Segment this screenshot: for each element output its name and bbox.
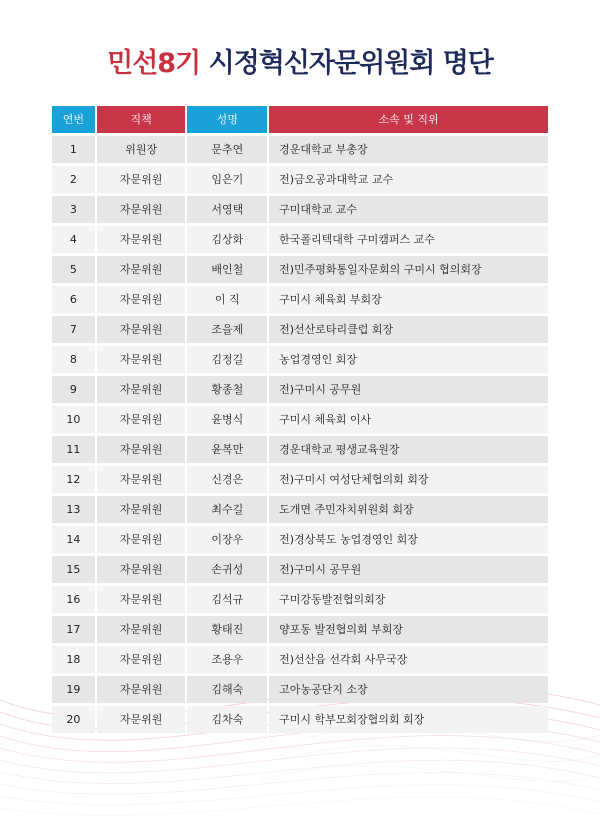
cell-name: 문추연 bbox=[187, 136, 267, 163]
cell-name: 배인철 bbox=[187, 256, 267, 283]
cell-position: 자문위원 bbox=[97, 496, 186, 523]
table-row bbox=[52, 136, 548, 163]
cell-position: 위원장 bbox=[97, 136, 186, 163]
cell-number: 6 bbox=[52, 286, 95, 313]
cell-number: 13 bbox=[52, 496, 95, 523]
cell-position: 자문위원 bbox=[97, 436, 186, 463]
cell-number: 12 bbox=[52, 466, 95, 493]
cell-number: 3 bbox=[52, 196, 95, 223]
table-row bbox=[52, 526, 548, 553]
page-title-accent: 민선8기 bbox=[107, 48, 201, 79]
cell-number: 9 bbox=[52, 376, 95, 403]
cell-position: 자문위원 bbox=[97, 676, 186, 703]
cell-affiliation: 구미시 학부모회장협의회 회장 bbox=[269, 706, 548, 733]
cell-number: 14 bbox=[52, 526, 95, 553]
cell-number: 7 bbox=[52, 316, 95, 343]
cell-affiliation: 전)경상북도 농업경영인 회장 bbox=[269, 526, 548, 553]
table-row bbox=[52, 316, 548, 343]
cell-name: 이장우 bbox=[187, 526, 267, 553]
cell-affiliation: 전)구미시 공무원 bbox=[269, 376, 548, 403]
cell-number: 15 bbox=[52, 556, 95, 583]
cell-affiliation: 구미강동발전협의회장 bbox=[269, 586, 548, 613]
table-row bbox=[52, 436, 548, 463]
cell-affiliation: 경운대학교 평생교육원장 bbox=[269, 436, 548, 463]
cell-affiliation: 양포동 발전협의회 부회장 bbox=[269, 616, 548, 643]
cell-position: 자문위원 bbox=[97, 616, 186, 643]
cell-number: 1 bbox=[52, 136, 95, 163]
table-row bbox=[52, 406, 548, 433]
cell-affiliation: 구미시 체육회 부회장 bbox=[269, 286, 548, 313]
table-header-row bbox=[52, 106, 548, 133]
cell-affiliation: 구미시 체육회 이사 bbox=[269, 406, 548, 433]
cell-affiliation: 전)민주평화통일자문회의 구미시 협의회장 bbox=[269, 256, 548, 283]
header-number: 연번 bbox=[52, 106, 95, 133]
table-row bbox=[52, 616, 548, 643]
cell-position: 자문위원 bbox=[97, 466, 186, 493]
table-row bbox=[52, 376, 548, 403]
table-row bbox=[52, 706, 548, 733]
table-row bbox=[52, 646, 548, 673]
cell-name: 김상화 bbox=[187, 226, 267, 253]
cell-position: 자문위원 bbox=[97, 196, 186, 223]
table-row bbox=[52, 226, 548, 253]
cell-name: 조을제 bbox=[187, 316, 267, 343]
cell-name: 김해숙 bbox=[187, 676, 267, 703]
page-title-main: 시정혁신자문위원회 명단 bbox=[200, 48, 493, 79]
cell-affiliation: 도개면 주민자치위원회 회장 bbox=[269, 496, 548, 523]
cell-number: 19 bbox=[52, 676, 95, 703]
table-row bbox=[52, 166, 548, 193]
header-position: 직책 bbox=[97, 106, 186, 133]
table-row bbox=[52, 586, 548, 613]
cell-number: 8 bbox=[52, 346, 95, 373]
cell-number: 10 bbox=[52, 406, 95, 433]
table-row bbox=[52, 496, 548, 523]
cell-name: 윤복만 bbox=[187, 436, 267, 463]
table-row bbox=[52, 256, 548, 283]
cell-name: 조용우 bbox=[187, 646, 267, 673]
cell-name: 손귀성 bbox=[187, 556, 267, 583]
cell-position: 자문위원 bbox=[97, 556, 186, 583]
cell-affiliation: 경운대학교 부총장 bbox=[269, 136, 548, 163]
committee-roster-table bbox=[52, 106, 548, 736]
table-row bbox=[52, 676, 548, 703]
cell-number: 17 bbox=[52, 616, 95, 643]
cell-name: 임은기 bbox=[187, 166, 267, 193]
cell-position: 자문위원 bbox=[97, 286, 186, 313]
cell-name: 황태진 bbox=[187, 616, 267, 643]
cell-affiliation: 농업경영인 회장 bbox=[269, 346, 548, 373]
cell-position: 자문위원 bbox=[97, 586, 186, 613]
cell-position: 자문위원 bbox=[97, 316, 186, 343]
cell-affiliation: 구미대학교 교수 bbox=[269, 196, 548, 223]
cell-position: 자문위원 bbox=[97, 226, 186, 253]
cell-position: 자문위원 bbox=[97, 646, 186, 673]
cell-affiliation: 고아농공단지 소장 bbox=[269, 676, 548, 703]
cell-affiliation: 전)구미시 여성단체협의회 회장 bbox=[269, 466, 548, 493]
cell-affiliation: 전)금오공과대학교 교수 bbox=[269, 166, 548, 193]
cell-name: 황종철 bbox=[187, 376, 267, 403]
cell-position: 자문위원 bbox=[97, 706, 186, 733]
cell-position: 자문위원 bbox=[97, 256, 186, 283]
cell-name: 신경은 bbox=[187, 466, 267, 493]
cell-position: 자문위원 bbox=[97, 346, 186, 373]
header-affiliation: 소속 및 직위 bbox=[269, 106, 548, 133]
cell-position: 자문위원 bbox=[97, 406, 186, 433]
header-name: 성명 bbox=[187, 106, 267, 133]
cell-number: 20 bbox=[52, 706, 95, 733]
table-row bbox=[52, 346, 548, 373]
page-title bbox=[0, 44, 600, 84]
cell-number: 16 bbox=[52, 586, 95, 613]
cell-name: 윤병식 bbox=[187, 406, 267, 433]
table-row bbox=[52, 196, 548, 223]
cell-number: 5 bbox=[52, 256, 95, 283]
cell-name: 최수길 bbox=[187, 496, 267, 523]
cell-name: 이 직 bbox=[187, 286, 267, 313]
cell-affiliation: 전)구미시 공무원 bbox=[269, 556, 548, 583]
cell-name: 서영택 bbox=[187, 196, 267, 223]
cell-number: 4 bbox=[52, 226, 95, 253]
cell-position: 자문위원 bbox=[97, 526, 186, 553]
cell-number: 18 bbox=[52, 646, 95, 673]
cell-affiliation: 전)선산로타리클럽 회장 bbox=[269, 316, 548, 343]
cell-position: 자문위원 bbox=[97, 166, 186, 193]
cell-name: 김석규 bbox=[187, 586, 267, 613]
cell-position: 자문위원 bbox=[97, 376, 186, 403]
cell-number: 2 bbox=[52, 166, 95, 193]
table-row bbox=[52, 286, 548, 313]
cell-affiliation: 한국폴리텍대학 구미캠퍼스 교수 bbox=[269, 226, 548, 253]
table-row bbox=[52, 466, 548, 493]
cell-name: 김정길 bbox=[187, 346, 267, 373]
cell-number: 11 bbox=[52, 436, 95, 463]
cell-name: 김차숙 bbox=[187, 706, 267, 733]
table-row bbox=[52, 556, 548, 583]
cell-affiliation: 전)선산읍 선각회 사무국장 bbox=[269, 646, 548, 673]
